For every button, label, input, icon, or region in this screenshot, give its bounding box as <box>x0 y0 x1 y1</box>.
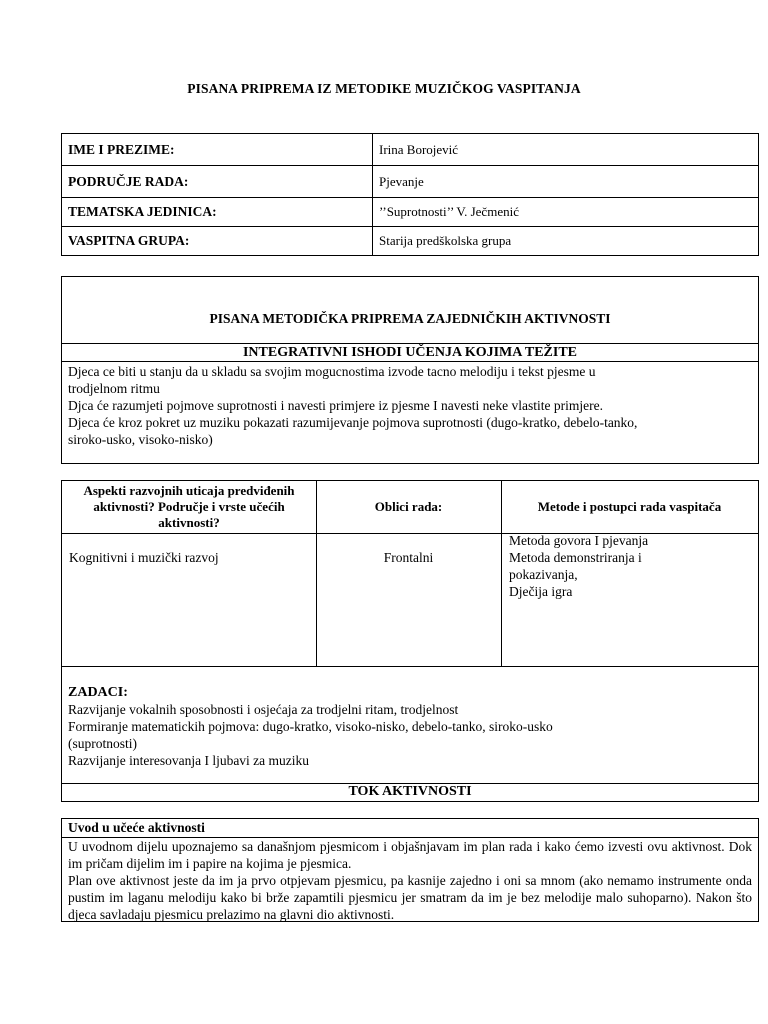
work-forms-header: Oblici rada: <box>374 499 443 514</box>
outcomes-heading: INTEGRATIVNI ISHODI UČENJA KOJIMA TEŽITE <box>242 345 577 360</box>
intro-section <box>61 818 759 922</box>
work-forms-value: Frontalni <box>383 550 434 565</box>
info-row-topic <box>62 198 759 227</box>
section-heading: PISANA METODIČKA PRIPREMA ZAJEDNIČKIH AKTIVNOSTI <box>209 311 611 326</box>
activity-flow-title: TOK AKTIVNOSTI <box>348 784 472 799</box>
divider <box>62 666 758 667</box>
activities-section <box>61 480 759 802</box>
aspects-header: Aspekti razvojnih uticaja predviđenih aktivnosti? Područje i vrste učećih aktivnosti? <box>83 483 295 530</box>
info-label-name: IME I PREZIME: <box>62 134 373 166</box>
intro-paragraph: U uvodnom dijelu upoznajemo sa današnjom pjesmicom i objašnjavam im plan rada i kako ćemo izvesti ovu aktivnost. Dok im pričam dijelim im i papire na kojima je pjesmica. <box>68 839 752 871</box>
info-label-group: VASPITNA GRUPA: <box>62 227 373 256</box>
aspects-value: Kognitivni i muzički razvoj <box>69 550 219 565</box>
document-title: PISANA PRIPREMA IZ METODIKE MUZIČKOG VASPITANJA <box>187 81 581 96</box>
info-row-group <box>62 227 759 256</box>
task-item: Razvijanje interesovanja I ljubavi za muziku <box>68 753 310 768</box>
outcome-line: trodjelnom ritmu <box>68 381 160 396</box>
methods-list <box>509 532 648 600</box>
info-value-area: Pjevanje <box>373 166 759 198</box>
methods-header: Metode i postupci rada vaspitača <box>537 499 722 514</box>
intro-heading: Uvod u učeće aktivnosti <box>68 820 205 835</box>
outcome-line: siroko-usko, visoko-nisko) <box>68 432 213 447</box>
info-row-name <box>62 134 759 166</box>
task-item: Razvijanje vokalnih sposobnosti i osjećaja za trodjelni ritam, trodjelnost <box>68 702 459 717</box>
info-label-topic: TEMATSKA JEDINICA: <box>62 198 373 227</box>
outcome-line: Djca će razumjeti pojmove suprotnosti i navesti primjere iz pjesme I navesti neke vlastite primjere. <box>68 398 603 413</box>
outcomes-text <box>68 363 752 448</box>
divider <box>62 533 758 534</box>
intro-text <box>68 838 752 923</box>
task-item: (suprotnosti) <box>68 736 137 751</box>
info-value-name: Irina Borojević <box>373 134 759 166</box>
method-item: Metoda govora I pjevanja <box>509 533 649 548</box>
tasks-title: ZADACI: <box>68 685 128 700</box>
info-value-topic: ’’Suprotnosti’’ V. Ječmenić <box>373 198 759 227</box>
method-item: pokazivanja, <box>509 567 578 582</box>
divider <box>62 361 758 362</box>
tasks-block <box>68 684 752 769</box>
intro-paragraph: Plan ove aktivnost jeste da im ja prvo otpjevam pjesmicu, pa kasnije zajedno i oni sa mnom (ako nemamo instrumente onda pustim im laganu melodiju kako bi brže zapamtili pjesmicu jer smatram da im je bez melodije malo suhoparno). Nakon što djeca savladaju pjesmicu prelazimo na glavni dio aktivnosti. <box>68 873 752 922</box>
info-value-group: Starija predškolska grupa <box>373 227 759 256</box>
outcomes-section <box>61 276 759 464</box>
info-label-area: PODRUČJE RADA: <box>62 166 373 198</box>
method-item: Metoda demonstriranja i <box>509 550 642 565</box>
info-row-area <box>62 166 759 198</box>
task-item: Formiranje matematickih pojmova: dugo-kratko, visoko-nisko, debelo-tanko, siroko-usko <box>68 719 553 734</box>
info-table <box>61 133 759 256</box>
outcome-line: Djeca će kroz pokret uz muziku pokazati razumijevanje pojmova suprotnosti (dugo-kratko, debelo-tanko, <box>68 415 638 430</box>
method-item: Dječija igra <box>509 584 573 599</box>
outcome-line: Djeca ce biti u stanju da u skladu sa svojim mogucnostima izvode tacno melodiju i tekst pjesme u <box>68 364 596 379</box>
